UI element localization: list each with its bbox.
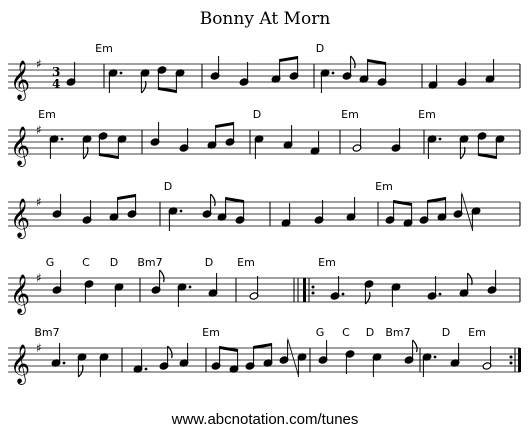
sharp-key-signature-icon: ♯: [36, 195, 42, 209]
sharp-key-signature-icon: ♯: [36, 271, 42, 285]
chord-symbol: Em: [341, 108, 359, 121]
staff-system: [8, 270, 520, 315]
treble-clef-icon: 𝄞: [10, 344, 31, 384]
note-flag: [83, 147, 88, 159]
dot: [145, 368, 148, 371]
chord-symbol: D: [441, 326, 451, 339]
beam: [118, 194, 136, 200]
staff-system: [8, 191, 520, 239]
chord-symbol: Em: [375, 180, 393, 193]
repeat-end-bar: [518, 348, 521, 372]
repeat-start-bar: [303, 278, 306, 302]
treble-clef-icon: 𝄞: [10, 126, 31, 166]
treble-clef-icon: 𝄞: [10, 60, 31, 100]
dot: [61, 138, 64, 141]
beam: [216, 122, 234, 128]
chord-symbol: Bm7: [34, 326, 60, 339]
dot: [180, 210, 183, 213]
dot: [63, 362, 66, 365]
staff-system: [8, 337, 521, 385]
tune-title: Bonny At Morn: [199, 9, 331, 29]
note-flag: [141, 81, 146, 93]
note-flag: [468, 273, 473, 285]
chord-symbol: G: [315, 326, 325, 339]
chord-symbol: D: [252, 108, 262, 121]
chord-symbol: Em: [418, 108, 436, 121]
sharp-key-signature-icon: ♯: [36, 57, 42, 71]
staves: [8, 42, 521, 385]
treble-clef-icon: 𝄞: [10, 274, 31, 314]
chord-symbol: Bm7: [385, 326, 411, 339]
note-flag: [460, 147, 465, 159]
sharp-key-signature-icon: ♯: [36, 123, 42, 137]
chord-symbol: D: [163, 180, 173, 193]
note-flag: [78, 365, 83, 377]
dot: [439, 138, 442, 141]
staff-system: [8, 56, 520, 101]
note-flag: [413, 340, 418, 352]
dot: [439, 293, 442, 296]
chord-symbol: Em: [202, 326, 220, 339]
beam: [220, 346, 238, 352]
chord-symbol: Em: [318, 256, 336, 269]
sharp-key-signature-icon: ♯: [36, 341, 42, 355]
chord-symbol: G: [45, 256, 55, 269]
chord-symbol: D: [315, 42, 325, 55]
chord-symbol: Bm7: [137, 256, 163, 269]
time-signature-bottom: 4: [52, 77, 61, 91]
chord-symbol: Em: [468, 326, 486, 339]
chord-symbol: Em: [38, 108, 56, 121]
treble-clef-icon: 𝄞: [10, 198, 31, 238]
chord-symbol: D: [365, 326, 375, 339]
chord-symbol: Em: [237, 256, 255, 269]
beam: [280, 56, 298, 62]
chord-symbol: Em: [95, 42, 113, 55]
time-signature-top: 3: [52, 65, 61, 79]
dot: [332, 72, 335, 75]
staff-system: [8, 122, 520, 167]
footer-url[interactable]: www.abcnotation.com/tunes: [171, 411, 359, 428]
beam: [288, 337, 299, 377]
chord-symbol: C: [82, 256, 90, 269]
note-flag: [211, 194, 216, 206]
note-flag: [160, 270, 165, 282]
chord-symbol: C: [342, 326, 350, 339]
beam: [394, 200, 412, 206]
dot: [434, 356, 437, 359]
dot: [120, 72, 123, 75]
note-flag: [351, 56, 356, 68]
dot: [189, 286, 192, 289]
beam: [462, 191, 473, 231]
dot: [342, 293, 345, 296]
chord-symbol: D: [204, 256, 214, 269]
chord-symbol: D: [109, 256, 119, 269]
